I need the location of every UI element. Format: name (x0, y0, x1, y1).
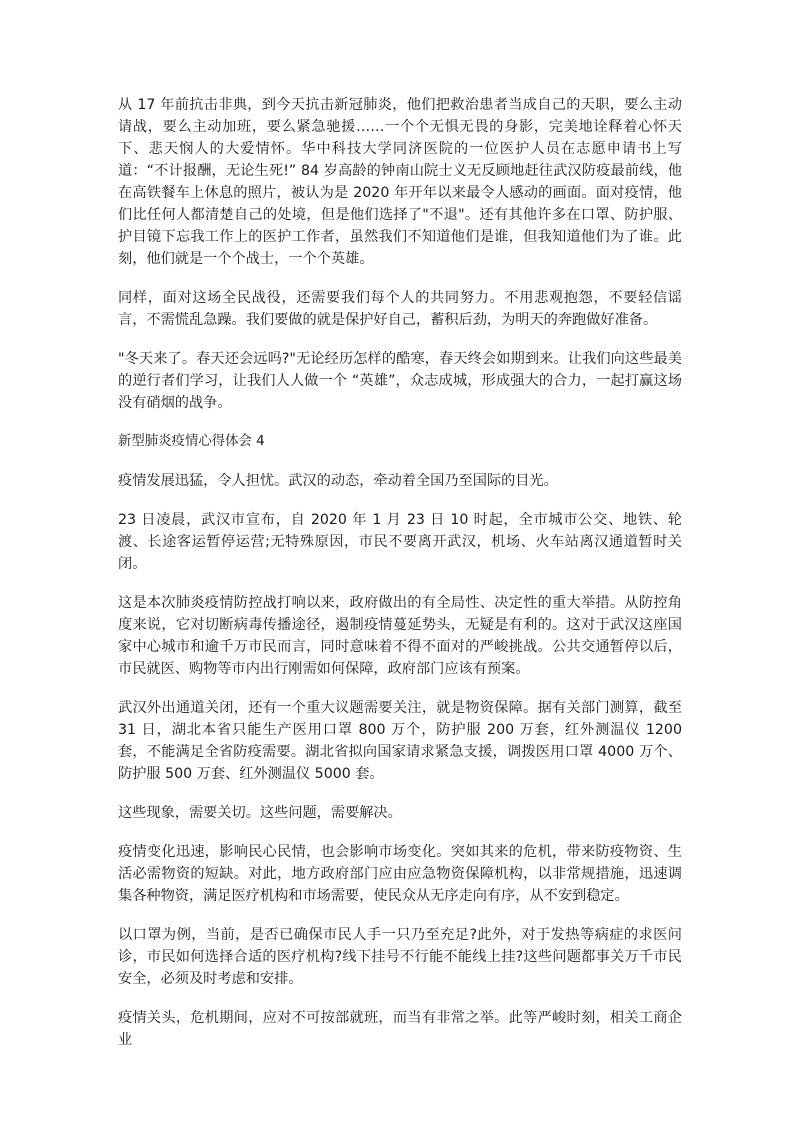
section-paragraph-6: 疫情变化迅速，影响民心民情，也会影响市场变化。突如其来的危机，带来防疫物资、生活必需物资的短缺。对此，地方政府部门应由应急物资保障机构，以非常规措施，迅速调集各种物资，满足医疗机构和市场需要，使民众从无序走向有序，从不安到稳定。 (118, 844, 682, 904)
section-paragraph-4: 武汉外出通道关闭，还有一个重大议题需要关注，就是物资保障。据有关部门测算，截至 31 日，湖北本省只能生产医用口罩 800 万个，防护服 200 万套，红外测温仪 1200 套，不能满足全省防疫需要。湖北省拟向国家请求紧急支援，调拨医用口罩 4000 万个、防护服 500 万套、红外测温仪 5000 套。 (118, 700, 682, 782)
section-paragraph-7: 以口罩为例，当前，是否已确保市民人手一只乃至充足?此外，对于发热等病症的求医问诊，市民如何选择合适的医疗机构?线下挂号不行能不能线上挂?这些问题都事关万千市民安全，必须及时考虑和安排。 (118, 927, 682, 987)
document-page (118, 94, 682, 1068)
section-heading: 新型肺炎疫情心得体会 4 (118, 434, 265, 449)
section-paragraph-5: 这些现象，需要关切。这些问题，需要解决。 (118, 805, 402, 821)
section-paragraph-1: 疫情发展迅猛，令人担忧。武汉的动态，牵动着全国乃至国际的目光。 (118, 473, 558, 489)
body-paragraph-2: 同样，面对这场全民战役，还需要我们每个人的共同努力。不用悲观抱怨，不要轻信谣言，不需慌乱急躁。我们要做的就是保护好自己，蓄积后劲，为明天的奔跑做好准备。 (118, 290, 682, 328)
section-paragraph-3: 这是本次肺炎疫情防控战打响以来，政府做出的有全局性、决定性的重大举措。从防控角度来说，它对切断病毒传播途径，遏制疫情蔓延势头，无疑是有利的。这对于武汉这座国家中心城市和逾千万市民而言，同时意味着不得不面对的严峻挑战。公共交通暂停以后，市民就医、购物等市内出行刚需如何保障，政府部门应该有预案。 (118, 595, 682, 677)
section-paragraph-2: 23 日凌晨，武汉市宣布，自 2020 年 1 月 23 日 10 时起，全市城市公交、地铁、轮渡、长途客运暂停运营;无特殊原因，市民不要离开武汉，机场、火车站离汉通道暂时关闭。 (118, 512, 682, 572)
body-paragraph-1: 从 17 年前抗击非典，到今天抗击新冠肺炎，他们把救治患者当成自己的天职，要么主动请战，要么主动加班，要么紧急驰援……一个个无惧无畏的身影，完美地诠释着心怀天下、悲天悯人的大爱情怀。华中科技大学同济医院的一位医护人员在志愿申请书上写道：“不计报酬，无论生死!” 84 岁高龄的钟南山院士义无反顾地赶往武汉防疫最前线，他在高铁餐车上休息的照片，被认为是 2020 年开年以来最令人感动的画面。面对疫情，他们比任何人都清楚自己的处境，但是他们选择了"不退"。还有其他许多在口罩、防护服、护目镜下忘我工作上的医护工作者，虽然我们不知道他们是谁，但我知道他们为了谁。此刻，他们就是一个个战士，一个个英雄。 (118, 97, 682, 267)
body-paragraph-3: "冬天来了。春天还会远吗?"无论经历怎样的酷寒，春天终会如期到来。让我们向这些最美的逆行者们学习，让我们人人做一个 “英雄”，众志成城，形成强大的合力，一起打赢这场没有硝烟的战争。 (118, 351, 682, 411)
section-paragraph-8: 疫情关头，危机期间，应对不可按部就班，而当有非常之举。此等严峻时刻，相关工商企业 (118, 1010, 682, 1048)
